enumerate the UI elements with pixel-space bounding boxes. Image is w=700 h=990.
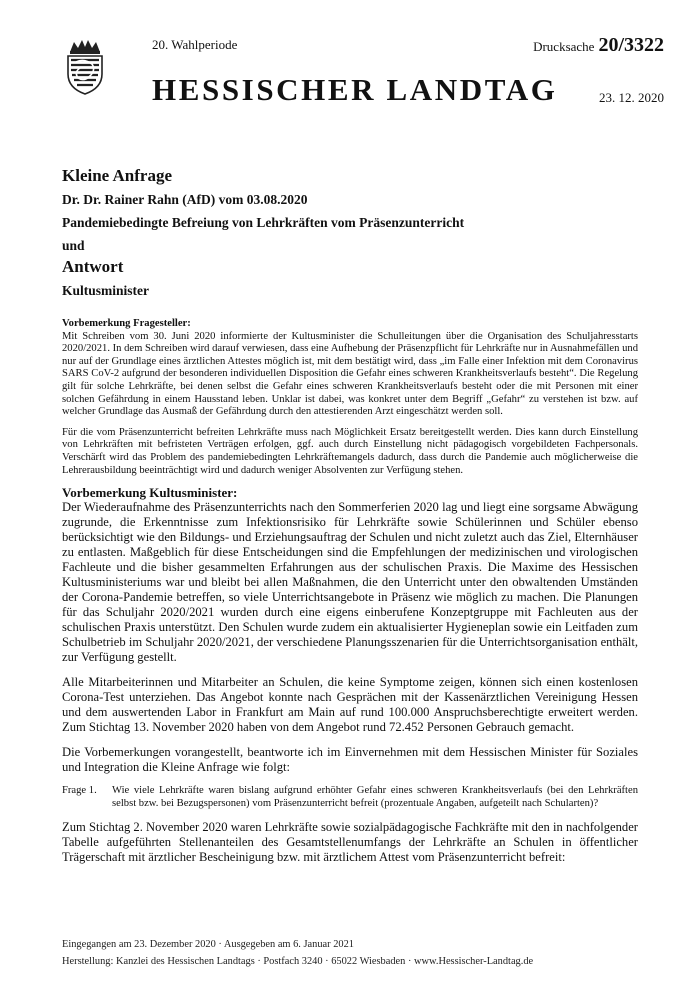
document-date: 23. 12. 2020 <box>599 90 664 105</box>
hessen-coat-of-arms-icon <box>62 38 108 96</box>
heading-und: und <box>62 238 85 253</box>
vorbemerkung-fragesteller-paragraph: Für die vom Präsenzunterricht befreiten Lehrkräfte muss nach Möglichkeit Ersatz bereitgestellt werden. Dies kann durch Einstellung von Lehrkräften mit befristeten Verträgen erfolgen, ggf. auch durch Einstellung nicht pädagogisch vorgebildeten Fachpersonals. Verschärft wird das Problem des pandemiebedingten Lehrkräftemangels dadurch, dass durch die Pandemie auch möglicherweise die Lehrerausbildung beeinträchtigt wird und dadurch weniger Absolventen zur Verfügung stehen. <box>62 426 638 476</box>
vorbemerkung-fragesteller-paragraph: Mit Schreiben vom 30. Juni 2020 informierte der Kultusminister die Schulleitungen über die Organisation des Schuljahresstarts 2020/2021. In dem Schreiben wird darauf verwiesen, dass eine Aufhebung der Präsenzpflicht für Lehrkräfte nur in Ausnahmefällen und nur auf der Grundlage eines ärztlichen Attestes möglich ist, mit dem bestätigt wird, dass „im Falle einer Infektion mit dem Coronavirus SARS CoV-2 aufgrund der besonderen individuellen Disposition die Gefahr eines schweren Krankheitsverlaufs besteht“. Die Regelung gilt für solche Lehrkräfte, bei denen selbst die Gefahr eines schweren Krankheitsverlaufs besteht oder die mit Personen mit einer solchen Gefährdung in einem Hausstand leben. Unklar ist dabei, was konkret unter dem Begriff „Gefahr“ zu verstehen ist bzw. auf welcher Grundlage das Ausmaß der Gefährdung durch den attestierenden Arzt eingeschätzt werden soll. <box>62 330 638 418</box>
drucksache-number: 20/3322 <box>598 34 664 56</box>
inquiry-author: Dr. Dr. Rainer Rahn (AfD) vom 03.08.2020 <box>62 192 308 207</box>
parliament-title: HESSISCHER LANDTAG <box>152 72 558 107</box>
inquiry-type: Kleine Anfrage <box>62 166 173 185</box>
drucksache-label: Drucksache <box>533 39 595 54</box>
vorbemerkung-kultusminister-title: Vorbemerkung Kultusminister: <box>62 485 238 501</box>
answer-1-paragraph: Zum Stichtag 2. November 2020 waren Lehrkräfte sowie sozialpädagogische Fachkräfte mit den in nachfolgender Tabelle aufgeführten Stellenanteilen des Gesamtstellenumfangs der Lehrkräfte an Schulen in öffentlicher Trägerschaft mit ärztlicher Bescheinigung bzw. mit ärztlichem Attest vom Präsenzunterricht befreit: <box>62 820 638 865</box>
document-body <box>62 318 638 865</box>
question-label: Frage 1. <box>62 785 97 797</box>
footer-dates: Eingegangen am 23. Dezember 2020 · Ausgegeben am 6. Januar 2021 <box>62 939 355 950</box>
vorbemerkung-kultusminister-paragraph: Alle Mitarbeiterinnen und Mitarbeiter an Schulen, die keine Symptome zeigen, können sich einen kostenlosen Corona-Test unterziehen. Das Angebot konnte nach Gesprächen mit der Kassenärztlichen Vereinigung Hessen und dem auswertenden Labor in Frankfurt am Main auf rund 100.000 Anspruchsberechtigte erweitert werden. Zum Stichtag 13. November 2020 haben von dem Angebot rund 72.452 Personen Gebrauch gemacht. <box>62 675 638 735</box>
document-heading <box>62 166 642 306</box>
vorbemerkung-kultusminister-paragraph: Die Vorbemerkungen vorangestellt, beantworte ich im Einvernehmen mit dem Hessischen Minister für Soziales und Integration die Kleine Anfrage wie folgt: <box>62 745 638 775</box>
vorbemerkung-fragesteller-title: Vorbemerkung Fragesteller: <box>62 318 191 329</box>
drucksache <box>533 34 664 57</box>
inquiry-subject: Pandemiebedingte Befreiung von Lehrkräften vom Präsenzunterricht <box>62 215 465 230</box>
footer-publisher: Herstellung: Kanzlei des Hessischen Landtags · Postfach 3240 · 65022 Wiesbaden · www.Hessischer-Landtag.de <box>62 956 534 967</box>
answer-ministry: Kultusminister <box>62 283 150 298</box>
question-text: Wie viele Lehrkräfte waren bislang aufgrund erhöhter Gefahr eines schweren Krankheitsverlaufs (bei den Lehrkräften selbst bzw. bei Bezugspersonen) vom Präsenzunterricht befreit (prozentuale Angaben, aufgeteilt nach Schularten)? <box>112 785 638 809</box>
answer-heading: Antwort <box>62 257 124 276</box>
vorbemerkung-kultusminister-paragraph: Der Wiederaufnahme des Präsenzunterrichts nach den Sommerferien 2020 lag und liegt eine sorgsame Abwägung zugrunde, die Erkenntnisse zum Infektionsrisiko für Lehrkräfte sowie Schülerinnen und Schüler ebenso berücksichtigt wie den Bildungs- und Erziehungsauftrag der Schulen und nicht zuletzt auch das Ziel, Elternhäuser zu entlasten. Maßgeblich für diese Entscheidungen sind die Empfehlungen der medizinischen und virologischen Fachleute und die bisher gesammelten Erfahrungen aus der schulischen Praxis. Die Maxime des Hessischen Kultusministeriums war und bleibt bei allen Maßnahmen, die den Unterricht unter den obwaltenden Umständen der Corona-Pandemie betreffen, so viele Unterrichtsangebote in Präsenz wie möglich zu machen. Die Planungen für das Schuljahr 2020/2021 wurden durch eine eigens einberufene Konzeptgruppe mit Fachleuten aus der schulischen Praxis unterstützt. Den Schulen wurde zudem ein aktualisierter Hygieneplan sowie ein Leitfaden zum Schulbetrieb im Schuljahr 2020/2021, der verschiedene Planungsszenarien für die Unterrichtsorganisation enthält, zur Verfügung gestellt. <box>62 500 638 665</box>
legislative-period: 20. Wahlperiode <box>152 37 238 52</box>
document-footer <box>62 936 642 970</box>
question-1 <box>62 785 638 810</box>
